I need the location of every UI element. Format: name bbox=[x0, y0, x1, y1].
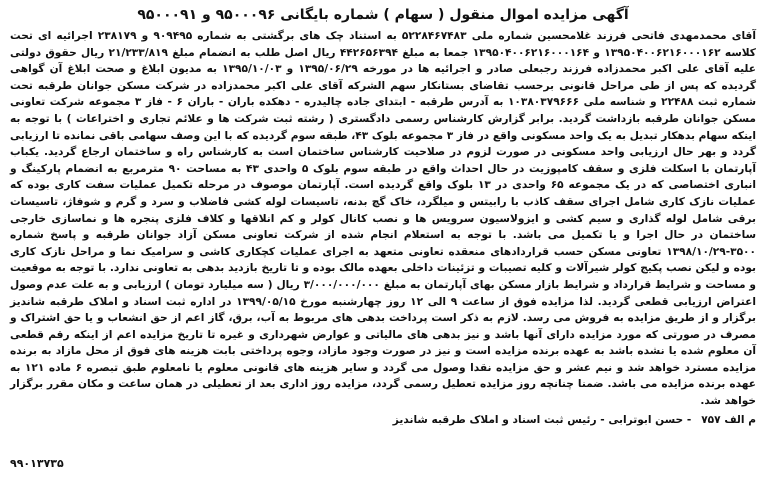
notice-code: م الف ۷۵۷ bbox=[701, 413, 756, 426]
notice-footer bbox=[10, 412, 756, 428]
notice-title: آگهی مزایده اموال منقول ( سهام ) شماره بایگانی ۹۵۰۰۰۹۶ و ۹۵۰۰۰۹۱ bbox=[137, 7, 629, 23]
notice-paragraph: آقای محمدمهدی فاتحی فرزند غلامحسین شماره ملی ۵۲۲۸۴۶۷۴۸۳ به استناد چک های برگشتی به شماره ۹۰۹۴۹۵ و ۲۳۸۱۷۹ اجرائیه ای تحت کلاسه ۱۳۹۵۰۴۰۰۶۲۱۶۰۰۰۱۶۲ و ۱۳۹۵۰۴۰۰۶۲۱۶۰۰۰۱۶۴ جمعا به مبلغ ۴۴۲۶۵۶۳۹۴ ریال اصل طلب به انضمام مبلغ ۲۱/۲۳۳/۸۱۹ ریال حقوق دولتی علیه آقای علی اکبر محمدزاده فرزند رجبعلی صادر و اجرائیه ها در مورخه ۱۳۹۵/۰۶/۲۹ و ۱۳۹۵/۱۰/۰۳ به مدیون ابلاغ و صحت ابلاغ آن گواهی گردیده که پس از طی مراحل قانونی برحسب تقاضای بستانکار سهم الشرکه آقای علی اکبر محمدزاده در شرکت مسکن جوانان طرقبه تحت شماره ثبت ۲۲۴۸۸ و شناسه ملی ۱۰۳۸۰۳۷۹۶۶۶ به آدرس طرقبه - ابتدای جاده چالیدره - دهکده باران - باران ۶ - فاز ۳ مجموعه شرکت تعاونی مسکن جوانان طرقبه بازداشت گردید. برابر گزارش کارشناس رسمی دادگستری ( رشته ثبت شرکت ها و علائم تجاری و اختراعات ) با توجه به اینکه سهام بدهکار تبدیل به یک واحد مسکونی واقع در فاز ۳ مجموعه بلوک ۴۳، طبقه سوم گردیده که با این وصف سهامی باقی نمانده تا ارزیابی گردد و بهر حال ارزیابی واحد مسکونی در صورت لزوم در صلاحیت کارشناس ساختمان است به کارشناس راه و ساختمان ارجاع گردید. یکباب آپارتمان با اسکلت فلزی و سقف کامپوزیت در حال احداث واقع در طبقه سوم بلوک ۵ واحدی ۴۳ به مساحت ۹۰ مترمربع به انضمام پارکینگ و انباری اختصاصی که در یک مجموعه ۶۵ واحدی در ۱۳ بلوک واقع گردیده است. آپارتمان موصوف در مرحله تکمیل عملیات سفت کاری بوده که عملیات نازک کاری شامل اجرای سقف کاذب با رابیتس و میلگرد، خاک گچ بدنه، تاسیسات لوله کشی فاضلاب و سرد و گرم و شوفاژ، تاسیسات برقی شامل لوله گذاری و سیم کشی و ایزولاسیون سرویس ها و نصب کانال کولر و کم انلاقها و کلاف فلزی پنجره ها و نماسازی خارجی ساختمان در حال اجرا و یا تکمیل می باشد. با توجه به استعلام انجام شده از شرکت تعاونی مسکن آزاد جوانان طرقبه و پاسخ شماره ۳۵۰۰-۱۳۹۸/۱۰/۲۹ تعاونی مسکن حسب قراردادهای منعقده تعاونی متعهد به اجرای عملیات کچکاری کاشی و سرامیک نما و مراحل نازک کاری بوده و لیکن نصب پکیج کولر شیرآلات و کلیه تصیبات و تزئینات داخلی بعهده مالک بوده و تا تاریخ بازدید بدهی به تعاونی ندارد. با توجه به موقعیت و مساحت و شرایط قرارداد و شرایط بازار مسکن بهای آپارتمان به مبلغ ۳/۰۰۰/۰۰۰/۰۰۰ ریال ( سه میلیارد تومان ) ارزیابی و به علت عدم وصول اعتراض ارزیابی قطعی گردید. لذا مزایده فوق از ساعت ۹ الی ۱۲ روز چهارشنبه مورخ ۱۳۹۹/۰۵/۱۵ در اداره ثبت اسناد و املاک طرقبه شاندیز برگزار و از طریق مزایده به فروش می رسد. لازم به ذکر است پرداخت بدهی های مربوط به آب، برق، گاز اعم از حق انشعاب و یا حق اشتراک و مصرف در صورتی که مورد مزایده دارای آنها باشد و نیز بدهی های مالیاتی و عوارض شهرداری و غیره تا تاریخ مزایده اعم از اینکه رقم قطعی آن معلوم شده یا نشده باشد به عهده برنده مزایده است و نیز در صورت وجود مازاد، وجوه پرداختی بابت هزینه های فوق از محل مازاد به برنده مزایده مسترد خواهد شد و نیم عشر و حق مزایده نقدا وصول می گردد و سایر هزینه های قانونی معلوم یا نامعلوم طبق تبصره ۶ ماده ۱۲۱ به عهده برنده مزایده می باشد. ضمنا چنانچه روز مزایده تعطیل رسمی گردد، مزایده روز اداری بعد از تعطیلی در همان ساعت و مکان مقرر برگزار خواهد شد. bbox=[10, 30, 757, 408]
document-number: ۹۹۰۱۳۷۳۵ bbox=[10, 457, 64, 470]
notice-body bbox=[10, 28, 756, 410]
notice-signature: - حسن ابوترابی - رئیس ثبت اسناد و املاک طرقبه شاندیز bbox=[392, 413, 692, 426]
